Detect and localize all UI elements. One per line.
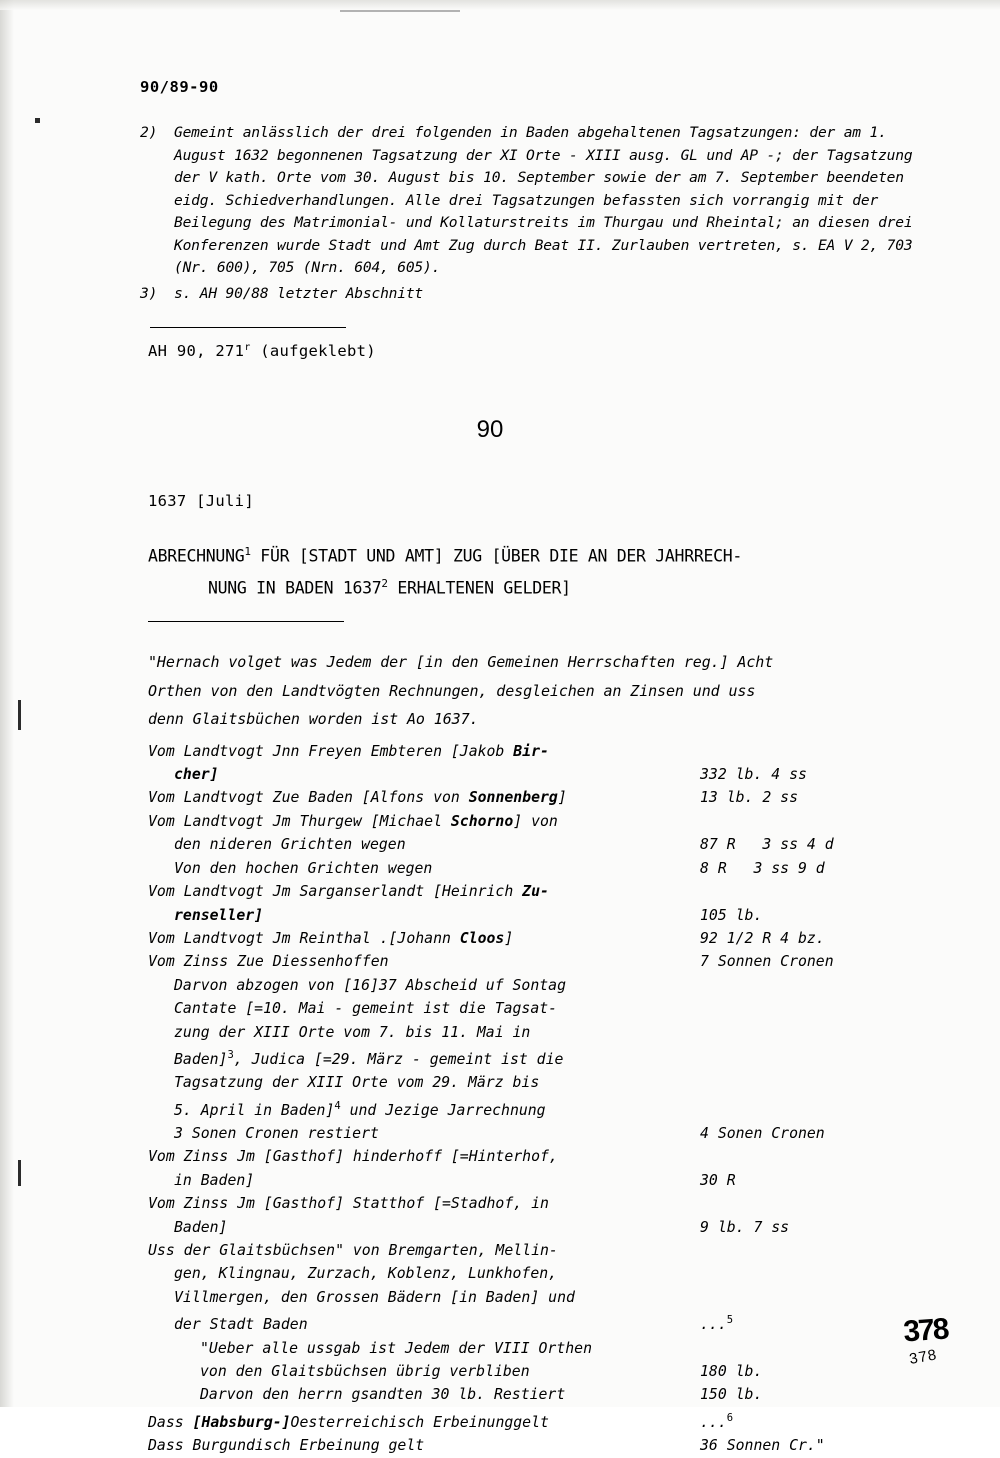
entry-row <box>148 740 930 763</box>
scan-edge-left <box>0 0 14 1407</box>
entry-row <box>148 1309 930 1336</box>
entry-row <box>148 1407 930 1434</box>
entry-label: Von den hochen Grichten wegen <box>174 859 433 877</box>
entry-row <box>148 1286 930 1309</box>
entry-row <box>148 1192 930 1215</box>
entry-row <box>148 1169 930 1192</box>
entry-amount: ...$^5$ <box>700 1314 734 1334</box>
entry-label: Darvon abzogen von [16]37 Abscheid uf Sontag <box>174 976 566 994</box>
entry-label: Uss der Glaitsbüchsen" von Bremgarten, Mellin- <box>148 1242 558 1260</box>
entry-row <box>148 927 930 950</box>
entry-label: zung der XIII Orte vom 7. bis 11. Mai in <box>174 1023 531 1041</box>
intro-line-1: "Hernach volget was Jedem der [in den Gemeinen Herrschaften reg.] Acht <box>148 653 774 672</box>
footnote-2-number: 2) <box>140 124 158 141</box>
title-line2-footnote-marker: 2 <box>381 576 388 590</box>
title-line2-b: ERHALTENEN GELDER] <box>387 578 571 598</box>
entry-amount: 92 1/2 R 4 bz. <box>700 929 825 947</box>
archive-reference-suffix: (aufgeklebt) <box>250 342 376 361</box>
page-stamp-number: 378 <box>902 1312 949 1349</box>
scan-edge-top <box>0 0 1000 10</box>
entry-label: Vom Zinss Jm [Gasthof] Statthof [=Stadhof, in <box>148 1195 549 1213</box>
entry-label: Dass [Habsburg-]Oesterreichisch Erbeinunggelt <box>148 1413 549 1431</box>
entry-amount: ...$^6$ <box>700 1411 734 1431</box>
entry-label: gen, Klingnau, Zurzach, Koblenz, Lunkhofen, <box>174 1265 558 1283</box>
entry-label: in Baden] <box>174 1171 255 1189</box>
entry-amount: 8 R 3 ss 9 d <box>700 859 825 877</box>
entry-row <box>148 1383 930 1406</box>
title-line1-b: FÜR [STADT UND AMT] ZUG [ÜBER DIE AN DER JAHRRECH- <box>250 546 742 566</box>
entry-row <box>148 786 930 809</box>
scan-speck <box>35 118 40 123</box>
entry-row <box>148 1434 930 1457</box>
entry-row <box>148 1071 930 1094</box>
footnote-3 <box>140 283 930 306</box>
entry-label: Baden] <box>174 1218 228 1236</box>
entry-row <box>148 857 930 880</box>
entry-label: Villmergen, den Grossen Bädern [in Baden] und <box>174 1288 575 1306</box>
entry-row <box>148 833 930 856</box>
entry-row <box>148 1021 930 1044</box>
footnote-2-text: Gemeint anlässlich der drei folgenden in Baden abgehaltenen Tagsatzungen: der am 1. August 1632 begonnenen Tagsatzung der XI Orte - XIII ausg. GL und AP -; der Tagsatzung der V kath. Orte vom 30. August bis 10. September sowie der am 7. September beendeten eidg. Schiedverhandlungen. Alle drei Tagsatzungen befassten sich vorrangig mit der Beilegung des Matrimonial- und Kollaturstreits im Thurgau und Rheintal; an diesen drei Konferenzen wurde Stadt und Amt Zug durch Beat II. Zurlauben vertreten, s. EA V 2, 703 (Nr. 600), 705 (Nrn. 604, 605). <box>174 124 913 276</box>
entry-label: Dass Burgundisch Erbeinung gelt <box>148 1437 425 1455</box>
entry-row <box>148 1360 930 1383</box>
entry-label: Vom Landtvogt Zue Baden [Alfons von Sonnenberg] <box>148 789 567 807</box>
entry-row <box>148 763 930 786</box>
entry-label: Baden]$^3$, Judica [=29. März - gemeint ist die <box>174 1048 564 1068</box>
entry-label: Vom Landtvogt Jm Thurgew [Michael Schorno] von <box>148 812 558 830</box>
entry-row <box>148 974 930 997</box>
title-line1-a: ABRECHNUNG <box>148 546 245 566</box>
entry-label: von den Glaitsbüchsen übrig verbliben <box>200 1362 530 1380</box>
divider-rule-title <box>148 621 344 622</box>
entry-amount: 30 R <box>700 1171 736 1189</box>
entry-row <box>148 810 930 833</box>
footnote-2 <box>140 122 930 280</box>
archive-reference-text: AH 90, 271 <box>148 342 245 361</box>
entry-row <box>148 880 930 903</box>
entry-row <box>148 1262 930 1285</box>
page-content <box>140 78 930 1458</box>
entry-row <box>148 950 930 973</box>
intro-line-2: Orthen von den Landtvögten Rechnungen, desgleichen an Zinsen und uss <box>148 681 756 700</box>
entry-label: Vom Zinss Jm [Gasthof] hinderhoff [=Hinterhof, <box>148 1148 558 1166</box>
entry-amount: 150 lb. <box>700 1386 763 1404</box>
entry-row <box>148 1337 930 1360</box>
entry-amount: 13 lb. 2 ss <box>700 789 798 807</box>
footnote-3-number: 3) <box>140 284 158 302</box>
entry-amount: 332 lb. 4 ss <box>700 766 807 784</box>
accounting-entries <box>148 740 930 1458</box>
entry-label: renseller] <box>174 906 264 924</box>
entry-label: Tagsatzung der XIII Orte vom 29. März bis <box>174 1074 540 1092</box>
entry-label: den nideren Grichten wegen <box>174 836 406 854</box>
entry-label: cher] <box>174 766 219 784</box>
entry-label: Vom Landtvogt Jm Reinthal .[Johann Cloos] <box>148 929 514 947</box>
entry-label: Vom Landtvogt Jm Sarganserlandt [Heinrich Zu- <box>148 883 549 901</box>
scan-speck <box>18 1160 21 1186</box>
title-line1-footnote-marker: 1 <box>244 545 251 559</box>
entry-row <box>148 1044 930 1071</box>
folio-number: 90/89-90 <box>140 78 219 96</box>
entry-amount: 36 Sonnen Cr." <box>700 1437 825 1455</box>
intro-line-3: denn Glaitsbüchen worden ist Ao 1637. <box>148 710 479 729</box>
entry-label: Cantate [=10. Mai - gemeint ist die Tagsat- <box>174 1000 558 1018</box>
document-title <box>148 538 930 601</box>
archive-reference-superscript: r <box>244 342 251 353</box>
entry-row <box>148 1145 930 1168</box>
footnote-3-text: s. AH 90/88 letzter Abschnitt <box>174 284 423 302</box>
entry-label: "Ueber alle ussgab ist Jedem der VIII Orthen <box>200 1339 592 1357</box>
entry-label: Vom Landtvogt Jnn Freyen Embteren [Jakob Bir- <box>148 742 549 760</box>
entry-row <box>148 1095 930 1122</box>
entry-amount: 9 lb. 7 ss <box>700 1218 790 1236</box>
document-number: 90 <box>476 416 504 444</box>
entry-label: Vom Zinss Zue Diessenhoffen <box>148 953 389 971</box>
entry-amount: 7 Sonnen Cronen <box>700 953 834 971</box>
scan-speck <box>18 700 21 730</box>
entry-row <box>148 904 930 927</box>
entry-row <box>148 1239 930 1262</box>
intro-paragraph <box>148 648 930 734</box>
title-line2-a: NUNG IN BADEN 1637 <box>208 578 382 598</box>
entry-row <box>148 997 930 1020</box>
entry-row <box>148 1216 930 1239</box>
title-line2 <box>208 570 930 602</box>
entry-amount: 180 lb. <box>700 1362 763 1380</box>
page-stamp <box>902 1313 950 1367</box>
scan-speck <box>340 10 460 12</box>
entry-amount: 87 R 3 ss 4 d <box>700 836 834 854</box>
entry-amount: 105 lb. <box>700 906 763 924</box>
entry-label: Darvon den herrn gsandten 30 lb. Restiert <box>200 1386 566 1404</box>
entry-label: der Stadt Baden <box>174 1316 308 1334</box>
entry-amount: 4 Sonen Cronen <box>700 1125 825 1142</box>
archive-reference <box>148 342 930 360</box>
entry-label: 5. April in Baden]$^4$ und Jezige Jarrechnung <box>174 1099 546 1119</box>
entry-row <box>148 1122 930 1145</box>
entry-label: 3 Sonen Cronen restiert <box>174 1125 379 1142</box>
document-date: 1637 [Juli] <box>148 492 254 511</box>
divider-rule-top <box>150 327 346 328</box>
page-stamp-handwritten: 378 <box>907 1346 939 1368</box>
